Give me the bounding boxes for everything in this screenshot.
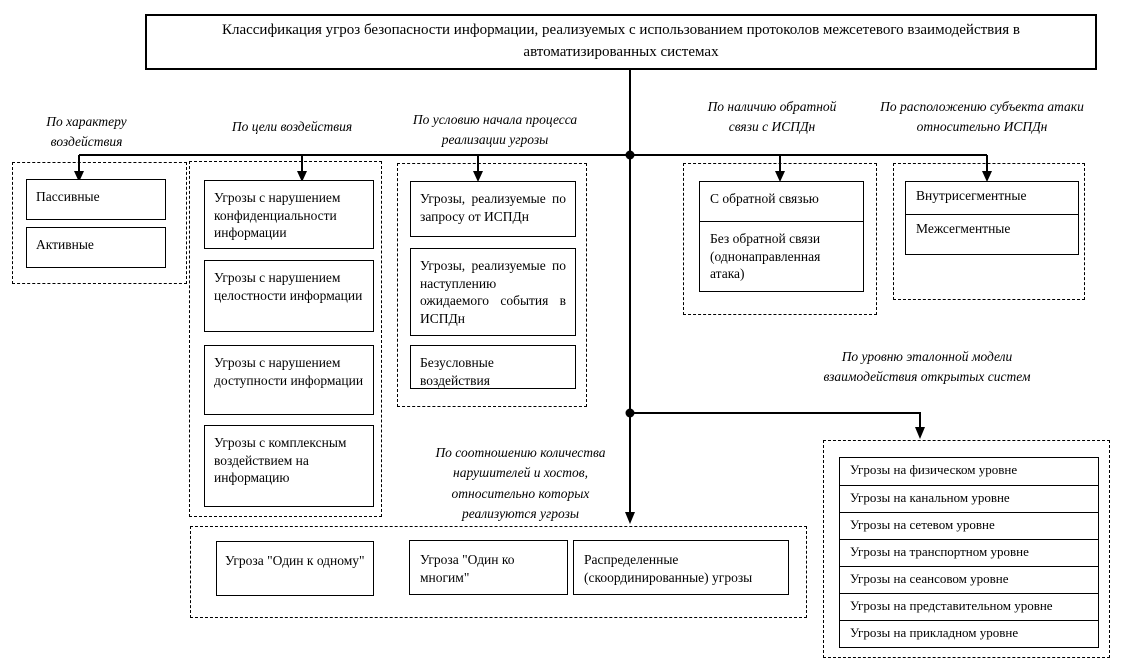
branch-label-subject-location: По расположению субъекта атаки относительно ИСПДн (880, 99, 1084, 135)
branch-group-subject-location (893, 163, 1085, 300)
node-availability-violation: Угрозы с нарушением доступности информации (204, 345, 374, 415)
branch-label-feedback: По наличию обратной связи с ИСПДн (707, 99, 837, 135)
node-network-level: Угрозы на сетевом уровне (840, 512, 1098, 539)
junction-dot-middle (626, 409, 635, 418)
node-confidentiality-violation: Угрозы с нарушением конфиденциальности информации (204, 180, 374, 249)
node-active: Активные (26, 227, 166, 268)
osi-stack (839, 457, 1099, 648)
branch-label-start-condition: По условию начала процесса реализации угрозы (412, 112, 578, 148)
node-application-level: Угрозы на прикладном уровне (840, 620, 1098, 647)
node-on-request: Угрозы, реализуемые по запросу от ИСПДн (410, 181, 576, 237)
node-intrasegment: Внутрисегментные (916, 188, 1027, 203)
node-on-expected-event: Угрозы, реализуемые по наступлению ожидаемого события в ИСПДн (410, 248, 576, 336)
node-without-feedback: Без обратной связи (однонаправленная атака) (700, 221, 863, 291)
node-datalink-level: Угрозы на канальном уровне (840, 485, 1098, 512)
branch-label-impact-goal: По цели воздействия (231, 119, 353, 134)
node-with-feedback: С обратной связью (710, 191, 819, 206)
arrowhead-osi (915, 427, 925, 439)
branch-label-attacker-host-ratio: По соотношению количества нарушителей и хостов, относительно которых реализуются угрозы (435, 445, 606, 521)
branch-group-attacker-host-ratio (190, 526, 807, 618)
node-one-to-one: Угроза "Один к одному" (216, 541, 374, 596)
junction-dot-top (626, 151, 635, 160)
node-presentation-level: Угрозы на представительном уровне (840, 593, 1098, 620)
feedback-stack (699, 181, 864, 292)
branch-group-impact-goal (189, 161, 382, 517)
node-distributed-coordinated: Распределенные (скоординированные) угрозы (573, 540, 789, 595)
node-transport-level: Угрозы на транспортном уровне (840, 539, 1098, 566)
branch-group-feedback (683, 163, 877, 315)
branch-group-impact-nature (12, 162, 187, 284)
node-physical-level: Угрозы на физическом уровне (850, 462, 1018, 477)
node-one-to-many: Угроза "Один ко многим" (409, 540, 568, 595)
arrowhead-ratio (625, 512, 635, 524)
node-complex-impact: Угрозы с комплексным воздействием на информацию (204, 425, 374, 507)
node-integrity-violation: Угрозы с нарушением целостности информации (204, 260, 374, 332)
branch-group-start-condition (397, 163, 587, 407)
node-intersegment: Межсегментные (906, 214, 1078, 254)
branch-label-osi-level: По уровню эталонной модели взаимодействия открытых систем (823, 349, 1031, 385)
osi-branch-line (630, 413, 920, 427)
node-session-level: Угрозы на сеансовом уровне (840, 566, 1098, 593)
branch-group-osi-level (823, 440, 1110, 658)
node-passive: Пассивные (26, 179, 166, 220)
branch-label-impact-nature: По характеру воздействия (46, 114, 127, 150)
diagram-title: Классификация угроз безопасности информации, реализуемых с использованием протоколов межсетевого взаимодействия в автоматизированных системах (145, 14, 1097, 70)
location-stack (905, 181, 1079, 255)
node-unconditional: Безусловные воздействия (410, 345, 576, 389)
